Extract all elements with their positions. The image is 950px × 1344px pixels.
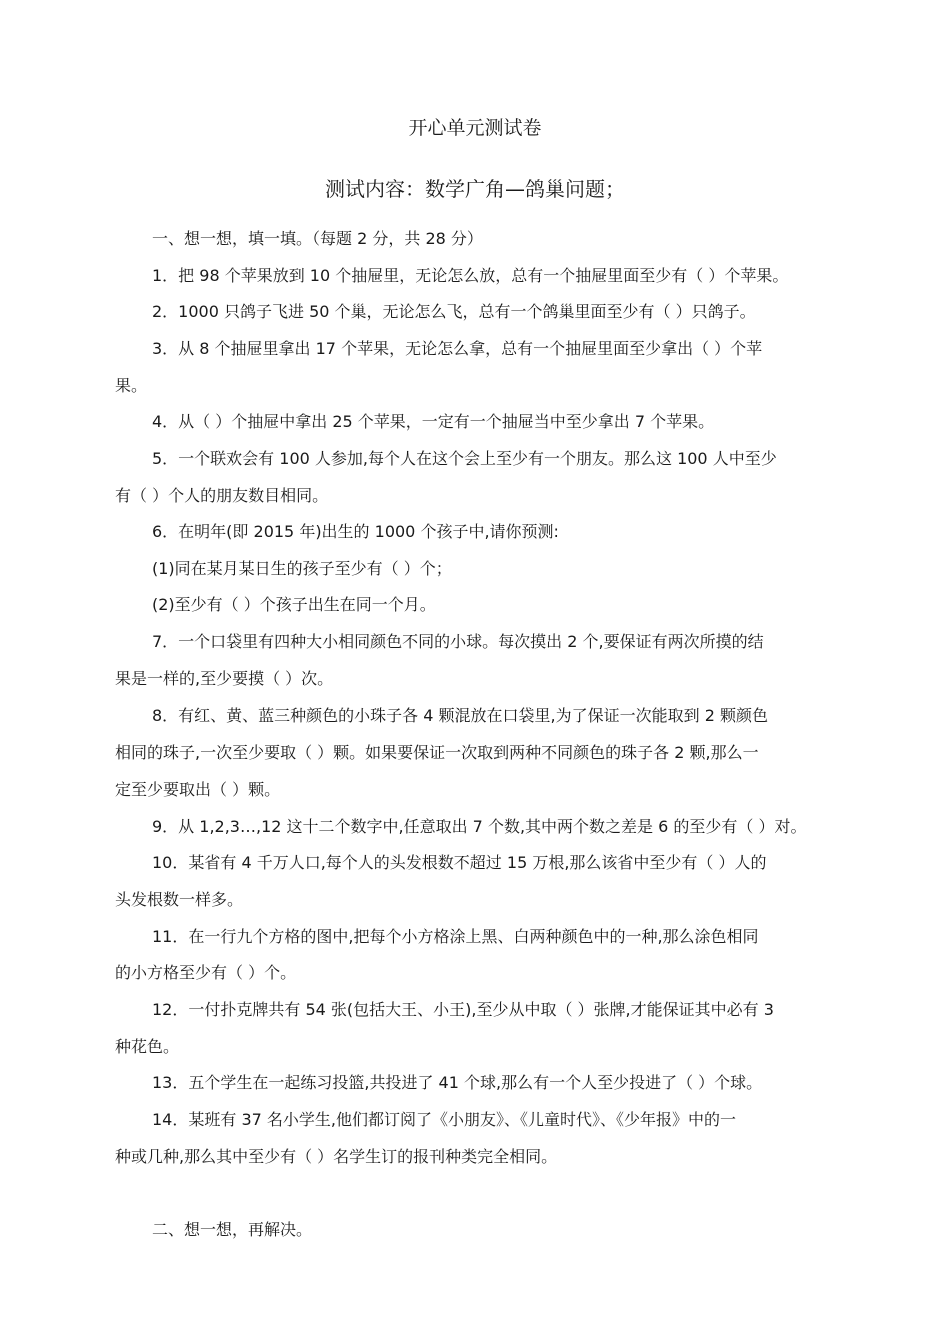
question-line: 3．从 8 个抽屉里拿出 17 个苹果，无论怎么拿，总有一个抽屉里面至少拿出（ ）个苹 bbox=[152, 339, 763, 358]
question-line: 定至少要取出（ ）颗。 bbox=[115, 780, 281, 799]
question-line: 8．有红、黄、蓝三种颜色的小珠子各 4 颗混放在口袋里,为了保证一次能取到 2 颗颜色 bbox=[152, 706, 768, 725]
question-line: 4．从（ ）个抽屉中拿出 25 个苹果，一定有一个抽屉当中至少拿出 7 个苹果。 bbox=[152, 412, 715, 431]
question-line: (2)至少有（ ）个孩子出生在同一个月。 bbox=[152, 595, 436, 614]
section2-heading: 二、想一想，再解决。 bbox=[152, 1220, 313, 1239]
page-title: 开心单元测试卷 bbox=[408, 117, 542, 139]
question-line: 相同的珠子,一次至少要取（ ）颗。如果要保证一次取到两种不同颜色的珠子各 2 颗,那么一 bbox=[115, 743, 759, 762]
question-line: 果。 bbox=[115, 376, 148, 395]
question-line: 7．一个口袋里有四种大小相同颜色不同的小球。每次摸出 2 个,要保证有两次所摸的结 bbox=[152, 632, 764, 651]
question-line: 的小方格至少有（ ）个。 bbox=[115, 963, 297, 982]
question-line: 14．某班有 37 名小学生,他们都订阅了《小朋友》、《儿童时代》、《少年报》中的一 bbox=[152, 1110, 736, 1129]
question-line: 种花色。 bbox=[115, 1037, 180, 1056]
question-line: 有（ ）个人的朋友数目相同。 bbox=[115, 486, 329, 505]
question-line: 11．在一行九个方格的图中,把每个小方格涂上黑、白两种颜色中的一种,那么涂色相同 bbox=[152, 927, 759, 946]
question-line: 9．从 1,2,3…,12 这十二个数字中,任意取出 7 个数,其中两个数之差是 6 的至少有（ ）对。 bbox=[152, 817, 807, 836]
question-line: 2．1000 只鸽子飞进 50 个巢，无论怎么飞，总有一个鸽巢里面至少有（ ）只鸽子。 bbox=[152, 302, 756, 321]
question-line: 种或几种,那么其中至少有（ ）名学生订的报刊种类完全相同。 bbox=[115, 1147, 558, 1166]
question-line: 果是一样的,至少要摸（ ）次。 bbox=[115, 669, 334, 688]
question-line: 5．一个联欢会有 100 人参加,每个人在这个会上至少有一个朋友。那么这 100 人中至少 bbox=[152, 449, 777, 468]
question-line: 头发根数一样多。 bbox=[115, 890, 244, 909]
question-line: 13．五个学生在一起练习投篮,共投进了 41 个球,那么有一个人至少投进了（ ）个球。 bbox=[152, 1073, 763, 1092]
question-line: (1)同在某月某日生的孩子至少有（ ）个； bbox=[152, 559, 452, 578]
question-line: 6．在明年(即 2015 年)出生的 1000 个孩子中,请你预测: bbox=[152, 522, 559, 541]
question-line: 10．某省有 4 千万人口,每个人的头发根数不超过 15 万根,那么该省中至少有（ ）人的 bbox=[152, 853, 767, 872]
question-line: 12．一付扑克牌共有 54 张(包括大王、小王),至少从中取（ ）张牌,才能保证其中必有 3 bbox=[152, 1000, 774, 1019]
section1-heading: 一、想一想，填一填。（每题 2 分，共 28 分） bbox=[152, 229, 483, 248]
question-line: 1．把 98 个苹果放到 10 个抽屉里，无论怎么放，总有一个抽屉里面至少有（ ）个苹果。 bbox=[152, 266, 789, 285]
page-subtitle: 测试内容：数学广角—鸽巢问题； bbox=[325, 177, 625, 201]
